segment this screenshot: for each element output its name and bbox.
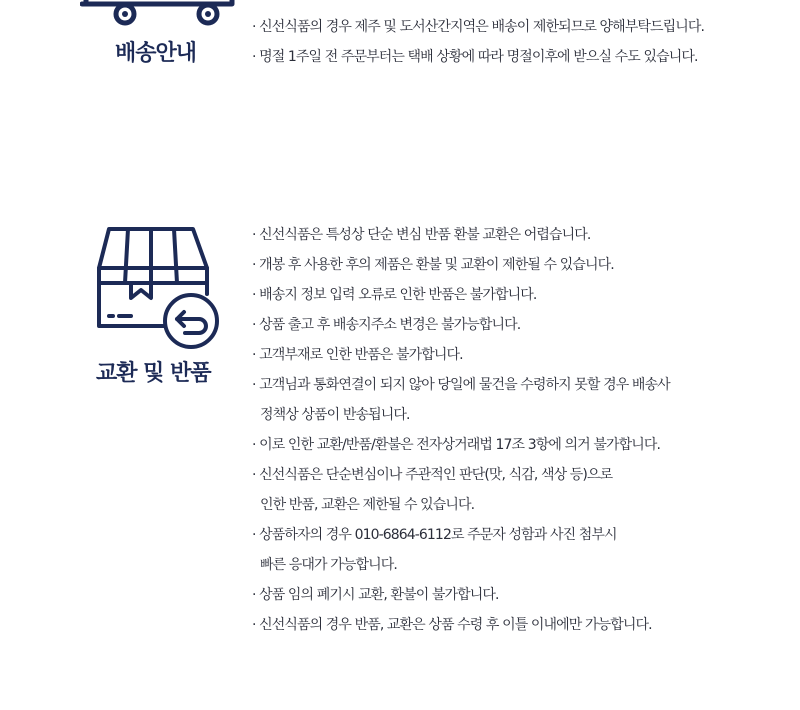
notice-line: · 명절 1주일 전 주문부터는 택배 상황에 따라 명절이후에 받으실 수도 있습니다.	[252, 49, 698, 65]
notice-line: · 상품하자의 경우 010-6864-6112로 주문자 성함과 사진 첨부시	[252, 527, 617, 543]
exchange-title: 교환 및 반품	[96, 361, 211, 386]
store-return-icon	[95, 226, 225, 352]
notice-line: · 이로 인한 교환/반품/환불은 전자상거래법 17조 3항에 의거 불가합니다.	[252, 437, 661, 453]
notice-line-continued: 빠른 응대가 가능합니다.	[260, 557, 397, 573]
notice-line: · 신선식품의 경우 반품, 교환은 상품 수령 후 이틀 이내에만 가능합니다.	[252, 617, 652, 633]
notice-line: · 고객님과 통화연결이 되지 않아 당일에 물건을 수령하지 못할 경우 배송사	[252, 377, 670, 393]
notice-line: · 배송지 정보 입력 오류로 인한 반품은 불가합니다.	[252, 287, 537, 303]
notice-line-continued: 인한 반품, 교환은 제한될 수 있습니다.	[260, 497, 475, 513]
notice-line: · 상품 출고 후 배송지주소 변경은 불가능합니다.	[252, 317, 521, 333]
notice-line: · 신선식품은 단순변심이나 주관적인 판단(맛, 식감, 색상 등)으로	[252, 467, 613, 483]
notice-line: · 고객부재로 인한 반품은 불가합니다.	[252, 347, 463, 363]
notice-line-continued: 정책상 상품이 반송됩니다.	[260, 407, 410, 423]
notice-line: · 개봉 후 사용한 후의 제품은 환불 및 교환이 제한될 수 있습니다.	[252, 257, 614, 273]
notice-line: · 신선식품은 특성상 단순 변심 반품 환불 교환은 어렵습니다.	[252, 227, 591, 243]
notice-line: · 신선식품의 경우 제주 및 도서산간지역은 배송이 제한되므로 양해부탁드립니다.	[252, 19, 705, 35]
exchange-notice-list	[252, 220, 670, 640]
notice-line: · 상품 임의 폐기시 교환, 환불이 불가합니다.	[252, 587, 499, 603]
shipping-title: 배송안내	[115, 41, 197, 66]
